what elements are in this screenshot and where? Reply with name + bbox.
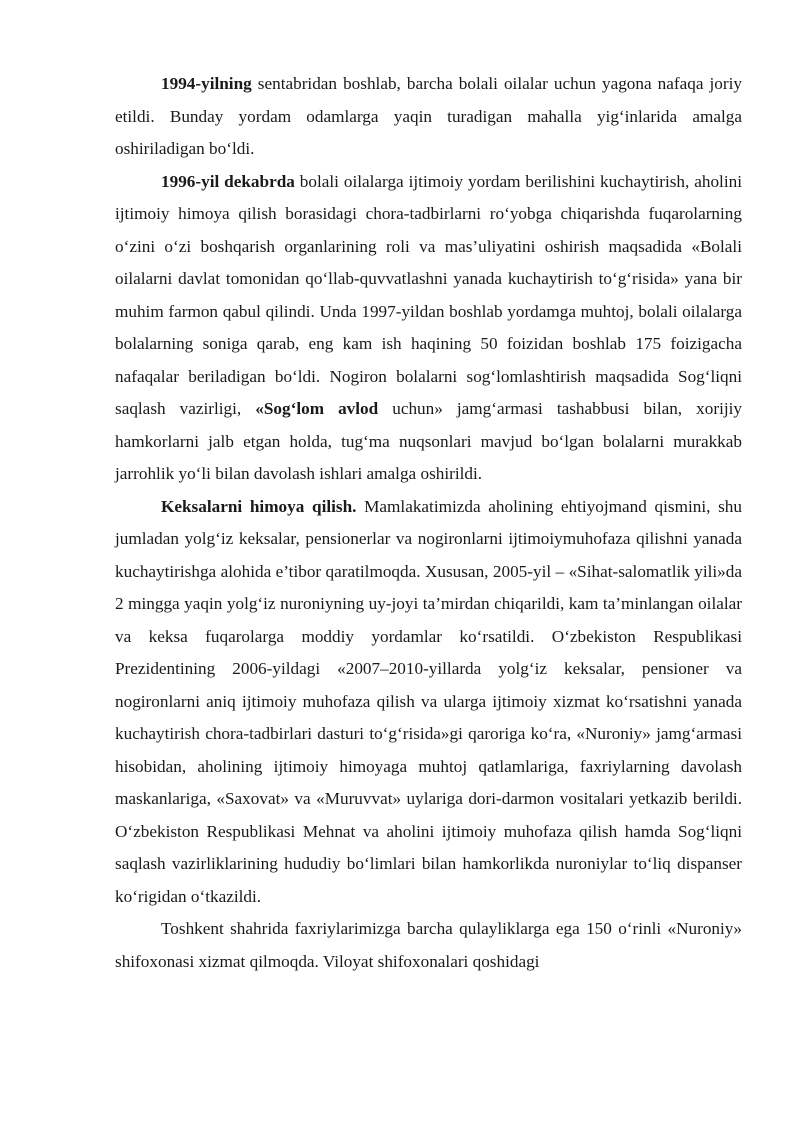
document-page (115, 68, 742, 978)
paragraph-text: Mamlakatimizda aholining ehtiyojmand qismini, shu jumladan yolg‘iz keksalar, pensionerlar va nogironlarni ijtimoiymuhofaza qilishni yanada kuchaytirishga alohida e’tibor qaratilmoqda. Xususan, 2005-yil – «Sihat-salomatlik yili»da 2 mingga yaqin yolg‘iz nuroniyning uy-joyi ta’mirdan chiqarildi, kam ta’minlangan oilalar va keksa fuqarolarga moddiy yordamlar ko‘rsatildi. O‘zbekiston Respublikasi Prezidentining 2006-yildagi «2007–2010-yillarda yolg‘iz keksalar, pensioner va nogironlarni aniq ijtimoiy muhofaza qilish va ularga ijtimoiy xizmat ko‘rsatishni yanada kuchaytirish chora-tadbirlari dasturi to‘g‘risida»gi qaroriga ko‘ra, «Nuroniy» jamg‘armasi hisobidan, aholining ijtimoiy himoyaga muhtoj qatlamlariga, faxriylarning davolash maskanlariga, «Saxovat» va «Muruvvat» uylariga dori-darmon vositalari yetkazib berildi. O‘zbekiston Respublikasi Mehnat va aholini ijtimoiy muhofaza qilish hamda Sog‘liqni saqlash vazirliklarining hududiy bo‘limlari bilan hamkorlikda nuroniylar to‘liq dispanser ko‘rigidan o‘tkazildi. (115, 496, 742, 906)
emphasized-fund-name: «Sog‘lom avlod (255, 399, 379, 418)
paragraph-text: bolali oilalarga ijtimoiy yordam berilishini kuchaytirish, aholini ijtimoiy himoya qilish borasidagi chora-tadbirlarni ro‘yobga chiqarishda fuqarolarning o‘zini o‘zi boshqarish organlarining roli va mas’uliyatini oshirish maqsadida «Bolali oilalarni davlat tomonidan qo‘llab-quvvatlashni yanada kuchaytirish to‘g‘risida» yana bir muhim farmon qabul qilindi. Unda 1997-yildan boshlab yordamga muhtoj, bolali oilalarga bolalarning soniga qarab, eng kam ish haqining 50 foizidan boshlab 175 foizigacha nafaqalar beriladigan bo‘ldi. Nogiron bolalarni sog‘lomlashtirish maqsadida Sog‘liqni saqlash vazirligi, (115, 171, 742, 418)
paragraph-text: Toshkent shahrida faxriylarimizga barcha qulayliklarga ega 150 o‘rinli «Nuroniy» shifoxonasi xizmat qilmoqda. Viloyat shifoxonalari qoshidagi (115, 919, 742, 971)
paragraph-lead: 1996-yil dekabrda (161, 171, 295, 191)
paragraph-3 (115, 491, 742, 914)
paragraph-lead: 1994-yilning (161, 74, 252, 93)
paragraph-text: sentabridan boshlab, barcha bolali oilalar uchun yagona nafaqa joriy etildi. Bunday yordam odamlarga yaqin turadigan mahalla yig‘inlarida amalga oshiriladigan bo‘ldi. (115, 74, 742, 158)
paragraph-2 (115, 166, 742, 491)
paragraph-text-continued: uchun» jamg‘armasi tashabbusi bilan, xorijiy hamkorlarni jalb etgan holda, tug‘ma nuqsonlari mavjud bo‘lgan bolalarni murakkab jarrohlik yo‘li bilan davolash ishlari amalga oshirildi. (115, 399, 742, 483)
paragraph-1 (115, 68, 742, 166)
paragraph-lead: Keksalarni himoya qilish. (161, 496, 357, 516)
paragraph-4 (115, 913, 742, 978)
